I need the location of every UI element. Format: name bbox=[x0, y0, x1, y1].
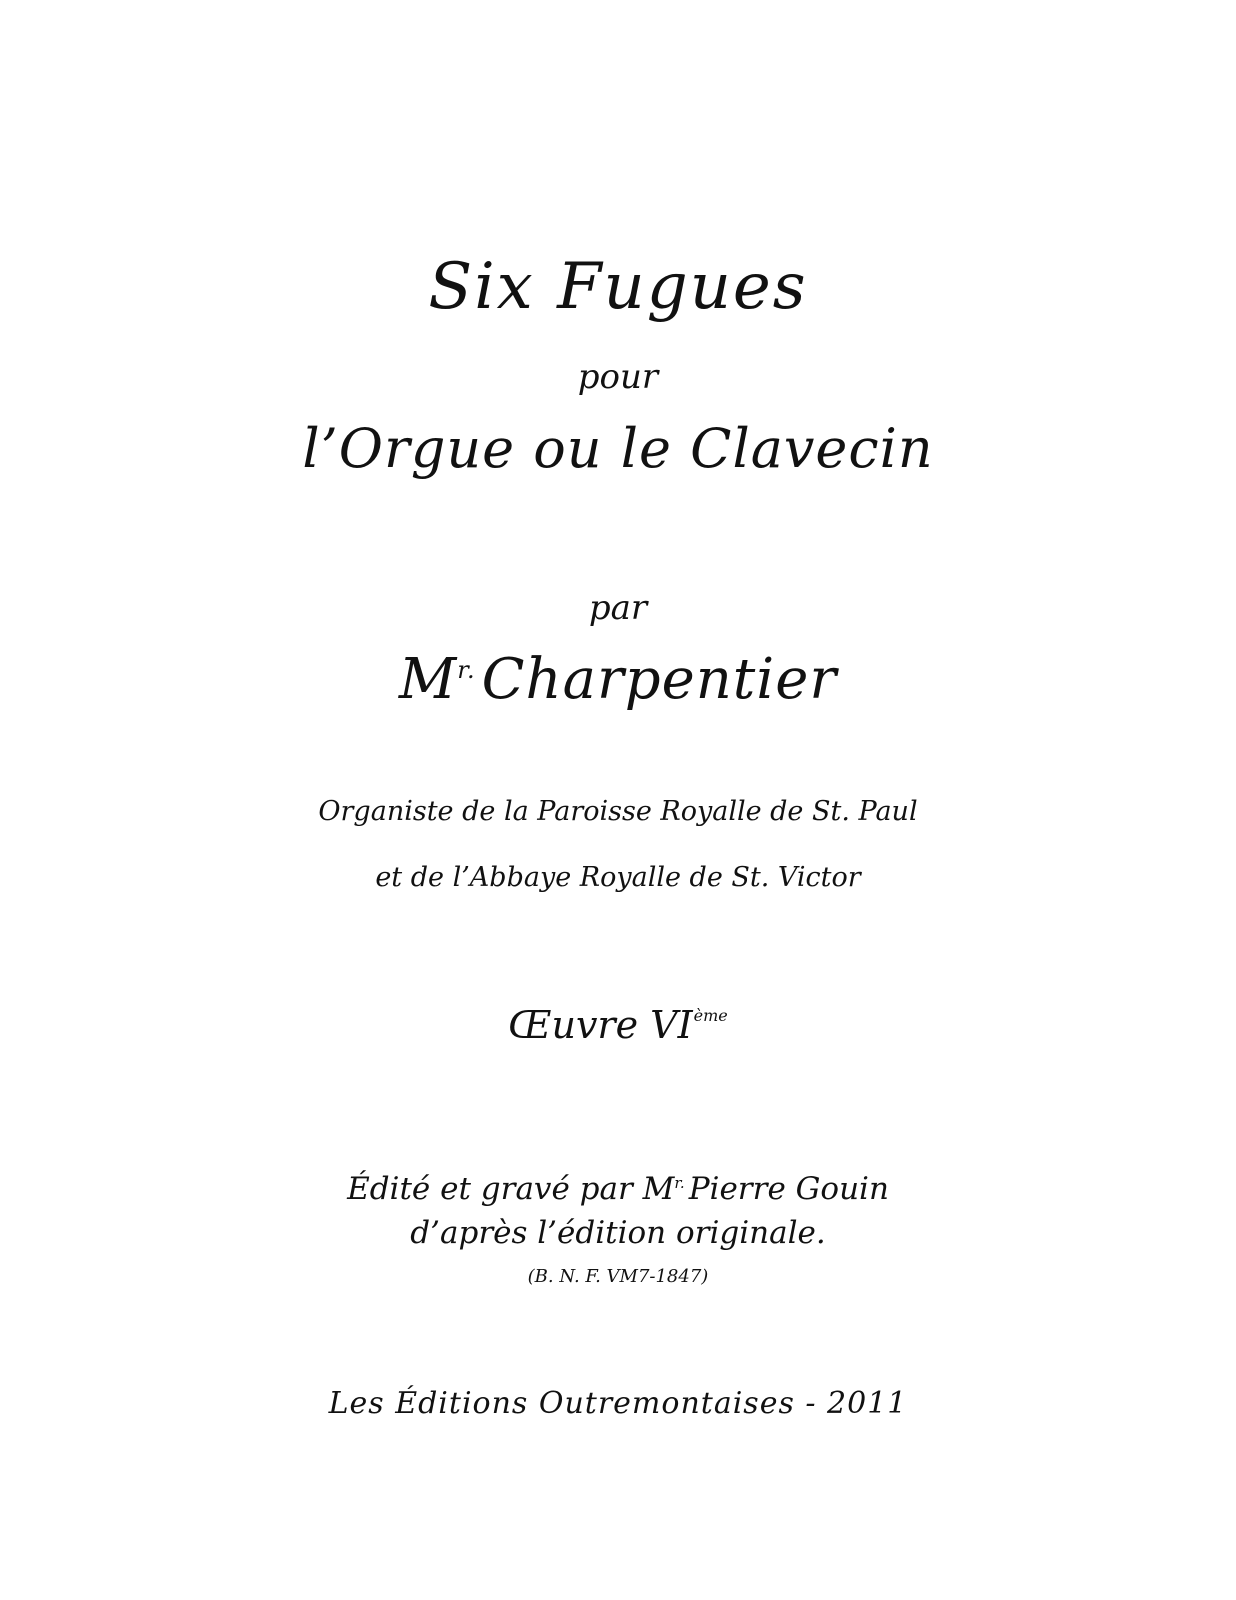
publisher-line: Les Éditions Outremontaises - 2011 bbox=[328, 1386, 908, 1421]
opus-number: Œuvre VI bbox=[508, 1003, 693, 1047]
pour-text: pour bbox=[577, 357, 659, 397]
author-name: Charpentier bbox=[481, 647, 838, 712]
par-text: par bbox=[588, 588, 648, 628]
editor-name: Pierre Gouin bbox=[688, 1171, 889, 1207]
editor-prefix-superscript: r. bbox=[674, 1174, 685, 1192]
author-role-line-1: Organiste de la Paroisse Royalle de St. Paul bbox=[318, 796, 918, 827]
editor-credit: Édité et gravé par M bbox=[347, 1171, 675, 1207]
source-edition-line: d’après l’édition originale. bbox=[410, 1215, 826, 1251]
opus-superscript: ème bbox=[693, 1006, 728, 1025]
opus-line bbox=[0, 1003, 1236, 1047]
editor-line bbox=[0, 1171, 1236, 1207]
author-prefix-superscript: r. bbox=[457, 656, 476, 684]
author-line bbox=[0, 647, 1236, 712]
work-title: Six Fugues bbox=[428, 250, 808, 324]
author-prefix: M bbox=[398, 647, 458, 712]
author-role-line-2: et de l’Abbaye Royalle de St. Victor bbox=[375, 862, 861, 893]
library-shelfmark: (B. N. F. VM7-1847) bbox=[527, 1266, 709, 1287]
instrument-text: l’Orgue ou le Clavecin bbox=[302, 417, 934, 480]
